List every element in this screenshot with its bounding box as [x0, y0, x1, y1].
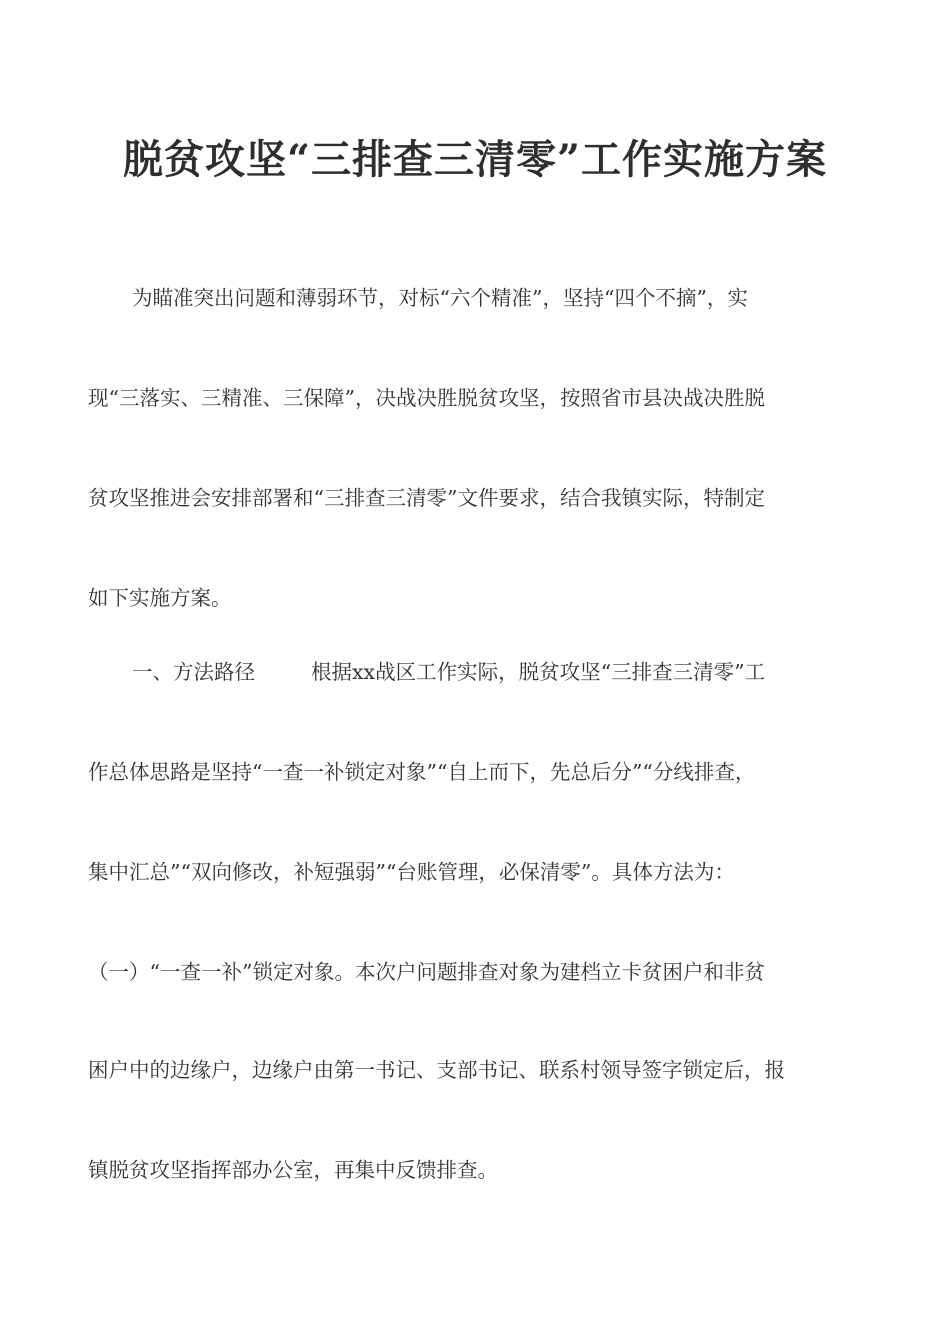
- paragraph-line: 困户中的边缘户，边缘户由第一书记、支部书记、联系村领导签字锁定后，报: [88, 1058, 785, 1082]
- paragraph-line: 为瞄准突出问题和薄弱环节，对标“六个精准”，坚持“四个不摘”，实: [132, 286, 748, 310]
- section-line-text: 根据xx战区工作实际，脱贫攻坚“三排查三清零”工: [311, 660, 766, 684]
- paragraph-line: （一）“一查一补”锁定对象。本次户问题排查对象为建档立卡贫困户和非贫: [88, 960, 765, 984]
- paragraph-line: 作总体思路是坚持“一查一补锁定对象”“自上而下，先总后分”“分线排查，: [88, 760, 756, 784]
- paragraph-line: 镇脱贫攻坚指挥部办公室，再集中反馈排查。: [88, 1158, 498, 1182]
- document-title: 脱贫攻坚“三排查三清零”工作实施方案: [122, 136, 827, 183]
- paragraph-line: 现“三落实、三精准、三保障”，决战决胜脱贫攻坚，按照省市县决战决胜脱: [88, 386, 765, 410]
- section-heading: 一、方法路径: [132, 660, 255, 684]
- section-line: [132, 662, 765, 683]
- paragraph-line: 贫攻坚推进会安排部署和“三排查三清零”文件要求，结合我镇实际，特制定: [88, 486, 765, 510]
- paragraph-line: 集中汇总”“双向修改，补短强弱”“台账管理，必保清零”。具体方法为：: [88, 860, 735, 884]
- paragraph-line: 如下实施方案。: [88, 586, 232, 610]
